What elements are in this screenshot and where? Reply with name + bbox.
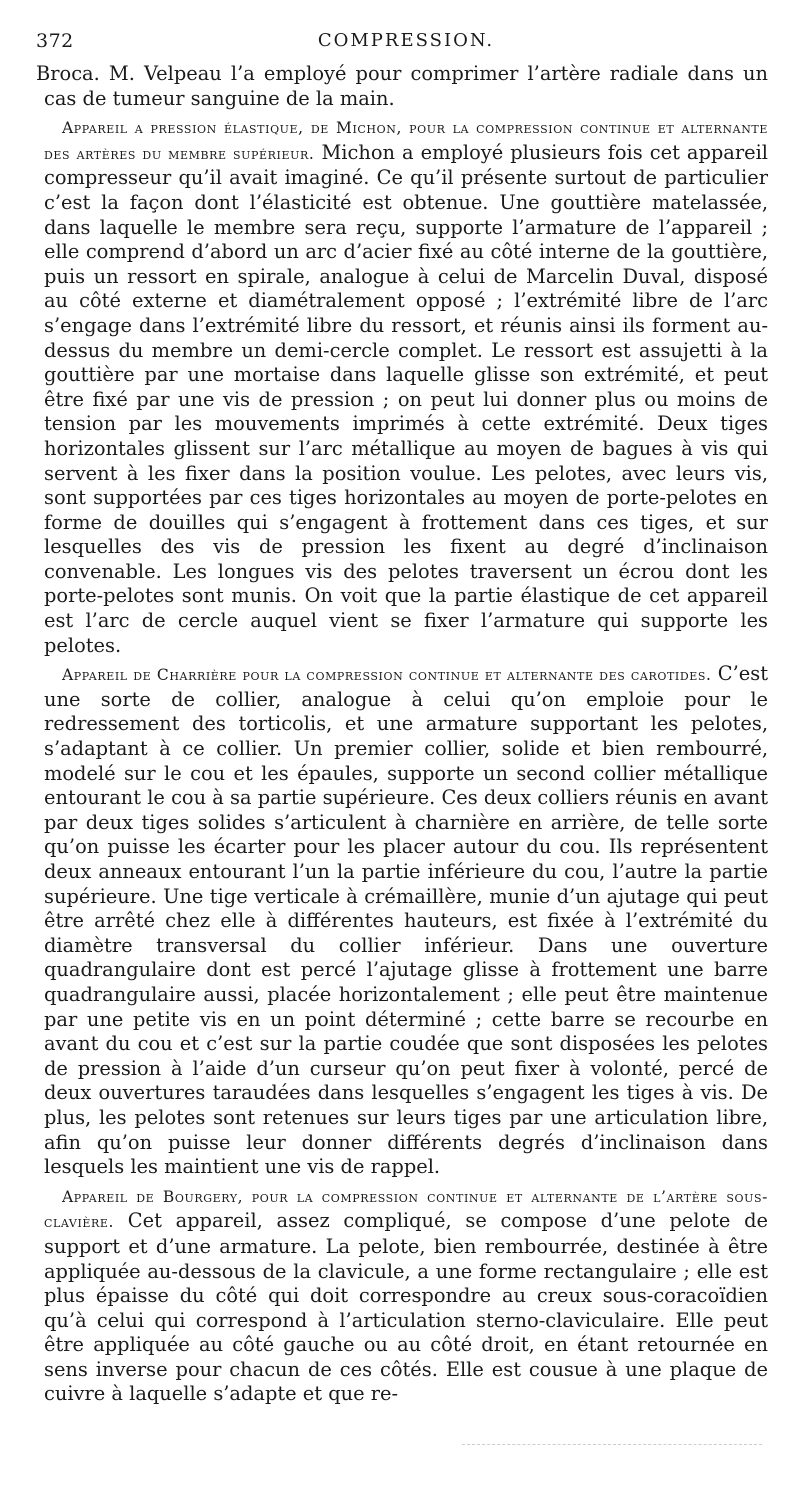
section-heading-bourgery: Appareil de Bourgery, pour la compression continue et alternante de l’artère sous-clavière. <box>44 1187 768 1232</box>
running-title: COMPRESSION. <box>317 30 495 51</box>
page-number: 372 <box>36 30 74 52</box>
paragraph-text: Michon a employé plusieurs fois cet appareil compresseur qu’il avait imaginé. Ce qu’il présente surtout de particulier c’est la façon dont l’élasticité est obtenue. Une gouttière matelassée, dans laquelle le membre sera reçu, supporte l’armature de l’appareil ; elle comprend d’abord un arc d’acier fixé au côté interne de la gouttière, puis un ressort en spirale, analogue à celui de Marcelin Duval, disposé au côté externe et diamétralement opposé ; l’extrémité libre de l’arc s’engage dans l’extrémité libre du ressort, et réunis ainsi ils forment au-dessus du membre un demi-cercle complet. Le ressort est assujetti à la gouttière par une mortaise dans laquelle glisse son extrémité, et peut être fixé par une vis de pression ; on peut lui donner plus ou moins de tension par les mouvements imprimés à cette extrémité. Deux tiges horizontales glissent sur l’arc métallique au moyen de bagues à vis qui servent à les fixer dans la position voulue. Les pelotes, avec leurs vis, sont supportées par ces tiges horizontales au moyen de porte-pelotes en forme de douilles qui s’engagent à frottement dans ces tiges, et sur lesquelles des vis de pression les fixent au degré d’inclinaison convenable. Les longues vis des pelotes traversent un écrou dont les porte-pelotes sont munis. On voit que la partie élastique de cet appareil est l’arc de cercle auquel vient se fixer l’armature qui supporte les pelotes. <box>44 140 768 657</box>
paragraph-text: Broca. M. Velpeau l’a employé pour comprimer l’artère radiale dans un cas de tumeur sanguine de la main. <box>36 62 768 110</box>
book-page <box>36 30 768 1407</box>
running-head <box>36 30 768 56</box>
footer-scan-artifact <box>462 1444 762 1445</box>
paragraph-text: C’est une sorte de collier, analogue à celui qu’on emploie pour le redressement des torticolis, et une armature supportant les pelotes, s’adaptant à ce collier. Un premier collier, solide et bien rembourré, modelé sur le cou et les épaules, supporte un second collier métallique entourant le cou à sa partie supérieure. Ces deux colliers réunis en avant par deux tiges solides s’articulent à charnière en arrière, de telle sorte qu’on puisse les écarter pour les placer autour du cou. Ils représentent deux anneaux entourant l’un la partie inférieure du cou, l’autre la partie supérieure. Une tige verticale à crémaillère, munie d’un ajutage qui peut être arrêté chez elle à différentes hauteurs, est fixée à l’extrémité du diamètre transversal du collier inférieur. Dans une ouverture quadrangulaire dont est percé l’ajutage glisse à frottement une barre quadrangulaire aussi, placée horizontalement ; elle peut être maintenue par une petite vis en un point déterminé ; cette barre se recourbe en avant du cou et c’est sur la partie coudée que sont disposées les pelotes de pression à l’aide d’un curseur qu’on peut fixer à volonté, percé de deux ouvertures taraudées dans lesquelles s’engagent les tiges à vis. De plus, les pelotes sont retenues sur leurs tiges par une articulation libre, afin qu’on puisse leur donner différents degrés d’inclinaison dans lesquels les maintient une vis de rappel. <box>44 662 768 1179</box>
paragraph-text: Cet appareil, assez compliqué, se compose d’une pelote de support et d’une armature. La pelote, bien rembourrée, destinée à être appliquée au-dessous de la clavicule, a une forme rectangulaire ; elle est plus épaisse du côté qui doit correspondre au creux sous-coracoïdien qu’à celui qui correspond à l’articulation sterno-claviculaire. Elle peut être appliquée au côté gauche ou au côté droit, en étant retournée en sens inverse pour chacun de ces côtés. Elle est cousue à une plaque de cuivre à laquelle s’adapte et que re- <box>44 1209 768 1406</box>
paragraph-charriere <box>44 662 768 1179</box>
paragraph-broca <box>36 62 768 111</box>
paragraph-bourgery <box>44 1184 768 1407</box>
section-heading-charriere: Appareil de Charrière pour la compression continue et alternante des carotides. <box>62 666 712 685</box>
paragraph-michon <box>44 115 768 658</box>
section-heading-michon: Appareil a pression élastique, de Michon, pour la compression continue et alternante des artères du membre supérieur. <box>44 119 768 163</box>
